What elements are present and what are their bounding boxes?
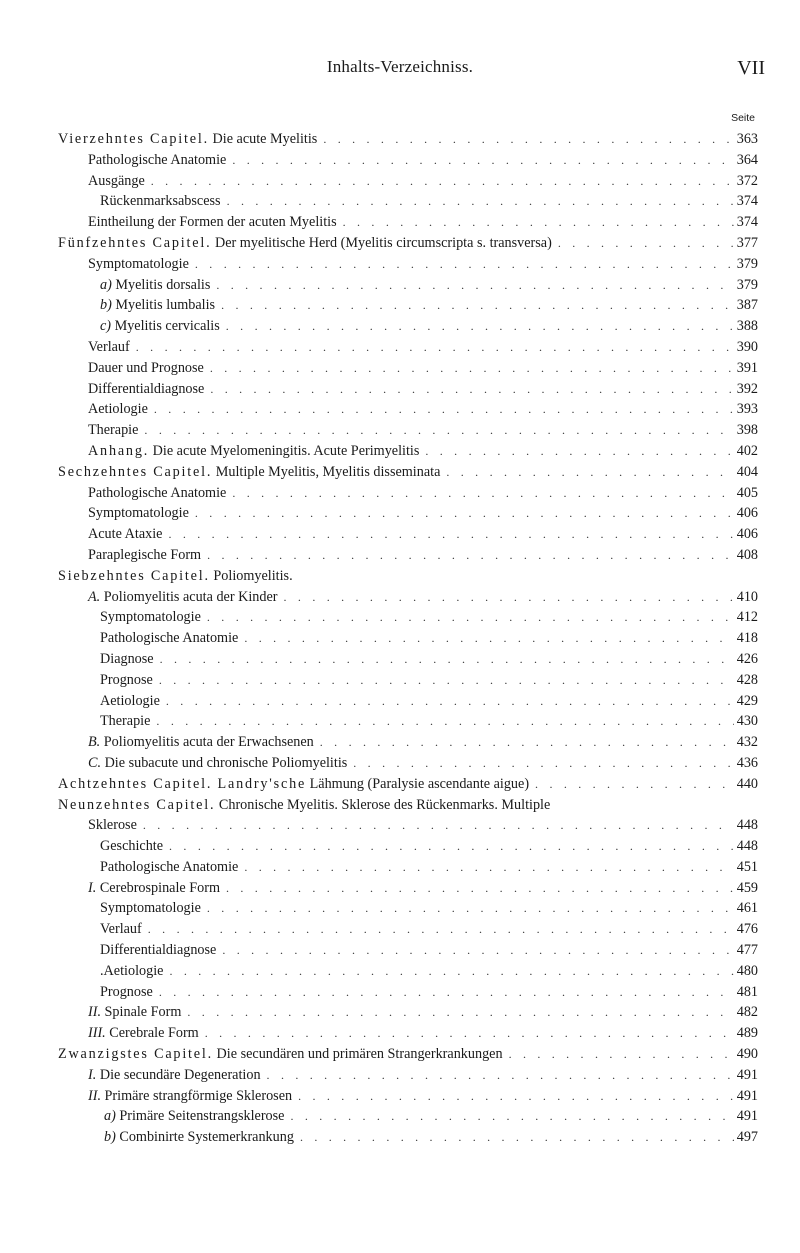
dot-leader xyxy=(314,732,734,753)
toc-entry xyxy=(58,316,758,337)
entry-text: Die secundären und primären Strangerkrankungen xyxy=(216,1046,503,1063)
toc-entry-title xyxy=(88,815,137,836)
entry-page-number: 406 xyxy=(736,505,758,522)
entry-text: Primäre Seitenstrangsklerose xyxy=(119,1108,285,1125)
entry-marker: a) xyxy=(100,276,112,293)
entry-page-number: 489 xyxy=(736,1025,758,1042)
entry-text: Multiple Myelitis, Myelitis disseminata xyxy=(215,463,441,480)
entry-text: Poliomyelitis. xyxy=(213,567,293,584)
dot-leader xyxy=(145,171,734,192)
dot-leader xyxy=(210,275,734,296)
entry-text: Cerebrospinale Form xyxy=(99,879,220,896)
entry-marker: III. xyxy=(88,1025,106,1042)
toc-entry-title xyxy=(100,191,221,212)
entry-page-number: 402 xyxy=(736,442,758,459)
entry-text: Lähmung (Paralysie ascendante aigue) xyxy=(309,775,530,792)
entry-page-number: 429 xyxy=(736,692,758,709)
dot-leader xyxy=(130,337,734,358)
toc-entry-title xyxy=(88,379,204,400)
dot-leader xyxy=(138,420,734,441)
toc-entry-title xyxy=(100,275,210,296)
toc-entry xyxy=(58,358,758,379)
toc-entry xyxy=(58,836,758,857)
entry-text: Differentialdiagnose xyxy=(88,380,205,397)
dot-leader xyxy=(204,379,734,400)
toc-entry xyxy=(58,649,758,670)
toc-entry-title xyxy=(100,628,238,649)
entry-text: Myelitis dorsalis xyxy=(115,276,211,293)
toc-entry-title xyxy=(100,670,153,691)
toc-entry xyxy=(58,628,758,649)
entry-text: Poliomyelitis acuta der Kinder xyxy=(103,588,278,605)
entry-page-number: 410 xyxy=(736,588,758,605)
entry-page-number: 440 xyxy=(736,775,758,792)
toc-entry-title xyxy=(58,566,293,587)
toc-entry-title xyxy=(100,836,163,857)
dot-leader xyxy=(162,524,734,545)
entry-page-number: 459 xyxy=(736,879,758,896)
toc-entry-title xyxy=(100,295,215,316)
dot-leader xyxy=(552,233,734,254)
toc-entry-title xyxy=(58,462,440,483)
entry-page-number: 392 xyxy=(736,380,758,397)
page-number: VII xyxy=(737,57,765,79)
entry-page-number: 476 xyxy=(736,921,758,938)
entry-page-number: 372 xyxy=(736,172,758,189)
toc-entry-title xyxy=(58,233,552,254)
dot-leader xyxy=(201,898,734,919)
toc-entry-title xyxy=(88,753,347,774)
dot-leader xyxy=(189,254,734,275)
toc-entry-title xyxy=(100,857,238,878)
dot-leader xyxy=(337,212,734,233)
toc-entry xyxy=(58,212,758,233)
dot-leader xyxy=(238,628,734,649)
entry-page-number: 387 xyxy=(736,297,758,314)
entry-text: Symptomatologie xyxy=(88,255,189,272)
toc-entry xyxy=(58,233,758,254)
entry-page-number: 481 xyxy=(736,983,758,1000)
toc-entry-title xyxy=(88,503,189,524)
page-title: Inhalts-Verzeichniss. xyxy=(326,57,474,76)
toc-entry-title xyxy=(100,940,216,961)
entry-page-number: 364 xyxy=(736,151,758,168)
toc-entry-title xyxy=(104,1127,294,1148)
entry-text: Symptomatologie xyxy=(100,609,201,626)
entry-page-number: 390 xyxy=(736,338,758,355)
toc-entry xyxy=(58,1065,758,1086)
entry-text: Chronische Myelitis. Sklerose des Rückenmarks. Multiple xyxy=(218,796,551,813)
entry-text: Combinirte Systemerkrankung xyxy=(119,1129,294,1146)
entry-text: Primäre strangförmige Sklerosen xyxy=(104,1087,293,1104)
toc-entry-title xyxy=(88,483,226,504)
entry-page-number: 480 xyxy=(736,962,758,979)
entry-text: Geschichte xyxy=(100,838,164,855)
toc-entry xyxy=(58,441,758,462)
entry-marker: I. xyxy=(88,1066,97,1083)
toc-entry xyxy=(58,732,758,753)
entry-text: Symptomatologie xyxy=(100,900,201,917)
toc-entry xyxy=(58,982,758,1003)
entry-text: Die acute Myelitis xyxy=(212,131,318,147)
toc-entry-title xyxy=(88,1023,199,1044)
dot-leader xyxy=(153,982,734,1003)
entry-page-number: 398 xyxy=(736,422,758,439)
entry-page-number: 379 xyxy=(736,276,758,293)
entry-page-number: 363 xyxy=(736,131,758,147)
entry-page-number: 461 xyxy=(736,900,758,917)
entry-page-number: 491 xyxy=(736,1087,758,1104)
dot-leader xyxy=(181,1002,734,1023)
toc-entry xyxy=(58,1002,758,1023)
toc-entry xyxy=(58,711,758,732)
entry-text: Sklerose xyxy=(88,817,137,834)
dot-leader xyxy=(226,483,734,504)
toc-entry-title xyxy=(100,919,142,940)
chapter-heading: Zwanzigstes Capitel. xyxy=(58,1046,213,1063)
toc-entry xyxy=(58,254,758,275)
toc-entry-title xyxy=(100,961,163,982)
toc-entry xyxy=(58,379,758,400)
toc-entry-title xyxy=(88,150,226,171)
entry-text: Pathologische Anatomie xyxy=(88,484,227,501)
toc-entry-title xyxy=(58,795,550,816)
dot-leader xyxy=(278,587,734,608)
toc-entry-title xyxy=(58,1044,503,1065)
dot-leader xyxy=(201,607,734,628)
toc-entry-title xyxy=(100,711,150,732)
dot-leader xyxy=(503,1044,734,1065)
entry-page-number: 391 xyxy=(736,359,758,376)
dot-leader xyxy=(154,649,734,670)
toc-entry-title xyxy=(88,441,419,462)
dot-leader xyxy=(163,836,734,857)
entry-text: Verlauf xyxy=(100,921,142,938)
toc-entry-title xyxy=(88,212,337,233)
dot-leader xyxy=(216,940,734,961)
entry-marker: b) xyxy=(104,1129,116,1146)
chapter-heading: Achtzehntes Capitel. Landry'sche xyxy=(58,775,307,792)
entry-text: Therapie xyxy=(100,713,151,730)
toc-entry xyxy=(58,753,758,774)
entry-text: Aetiologie xyxy=(88,401,148,418)
chapter-heading: Neunzehntes Capitel. xyxy=(58,796,216,813)
entry-page-number: 374 xyxy=(736,214,758,231)
toc-entry-title xyxy=(100,607,201,628)
entry-page-number: 448 xyxy=(736,817,758,834)
dot-leader xyxy=(226,150,734,171)
entry-page-number: 405 xyxy=(736,484,758,501)
entry-text: Eintheilung der Formen der acuten Myelitis xyxy=(88,214,337,231)
dot-leader xyxy=(220,878,734,899)
toc-entry-title xyxy=(100,982,153,1003)
toc-entry-title xyxy=(100,691,160,712)
dot-leader xyxy=(294,1127,734,1148)
toc-entry xyxy=(58,857,758,878)
entry-page-number: 426 xyxy=(736,650,758,667)
toc-entry-title xyxy=(58,129,317,150)
entry-text: Verlauf xyxy=(88,338,130,355)
toc-entry xyxy=(58,691,758,712)
toc-entry xyxy=(58,1086,758,1107)
entry-marker: II. xyxy=(88,1004,101,1021)
entry-text: Rückenmarksabscess xyxy=(100,193,221,210)
toc-entry-title xyxy=(88,420,138,441)
entry-marker: II. xyxy=(88,1087,101,1104)
toc-entry-title xyxy=(88,1065,261,1086)
entry-page-number: 374 xyxy=(736,193,758,210)
dot-leader xyxy=(261,1065,734,1086)
toc-entry xyxy=(58,462,758,483)
entry-text: Die secundäre Degeneration xyxy=(99,1066,261,1083)
entry-page-number: 428 xyxy=(736,671,758,688)
toc-entry xyxy=(58,815,758,836)
toc-entry-title xyxy=(88,1002,181,1023)
entry-text: Pathologische Anatomie xyxy=(88,151,227,168)
entry-page-number: 451 xyxy=(736,858,758,875)
entry-text: Dauer und Prognose xyxy=(88,359,204,376)
toc-entry xyxy=(58,587,758,608)
toc-entry xyxy=(58,399,758,420)
toc-entry xyxy=(58,503,758,524)
toc-entry-title xyxy=(100,316,220,337)
toc-entry xyxy=(58,878,758,899)
toc-entry xyxy=(58,774,758,795)
dot-leader xyxy=(204,358,734,379)
entry-text: Prognose xyxy=(100,671,153,688)
entry-text: Die acute Myelomeningitis. Acute Perimyelitis xyxy=(152,442,420,459)
toc-entry-title xyxy=(88,399,148,420)
toc-entry-title xyxy=(58,774,529,795)
entry-page-number: 388 xyxy=(736,318,758,335)
dot-leader xyxy=(220,316,734,337)
chapter-heading: Fünfzehntes Capitel. xyxy=(58,234,212,251)
chapter-heading: Vierzehntes Capitel. xyxy=(58,131,209,147)
entry-marker: B. xyxy=(88,734,101,751)
dot-leader xyxy=(419,441,734,462)
toc-entry xyxy=(58,150,758,171)
toc-entry xyxy=(58,919,758,940)
entry-text: Acute Ataxie xyxy=(88,526,163,543)
dot-leader xyxy=(440,462,734,483)
entry-text: Myelitis lumbalis xyxy=(115,297,216,314)
toc-entry-title xyxy=(100,649,154,670)
entry-text: .Aetiologie xyxy=(100,962,164,979)
entry-marker: I. xyxy=(88,879,97,896)
dot-leader xyxy=(150,711,734,732)
entry-page-number: 482 xyxy=(736,1004,758,1021)
dot-leader xyxy=(221,191,734,212)
entry-text: Ausgänge xyxy=(88,172,145,189)
chapter-heading: Siebzehntes Capitel. xyxy=(58,567,210,584)
entry-marker: A. xyxy=(88,588,101,605)
dot-leader xyxy=(160,691,734,712)
entry-page-number: 490 xyxy=(736,1046,758,1063)
entry-text: Die subacute und chronische Poliomyelitis xyxy=(104,754,348,771)
toc-entry-title xyxy=(88,171,145,192)
entry-text: Cerebrale Form xyxy=(109,1025,199,1042)
entry-text: Symptomatologie xyxy=(88,505,189,522)
entry-text: Pathologische Anatomie xyxy=(100,630,239,647)
dot-leader xyxy=(148,399,734,420)
chapter-heading: Anhang. xyxy=(88,442,150,459)
toc-entry xyxy=(58,1023,758,1044)
toc-entry xyxy=(58,898,758,919)
toc-entry xyxy=(58,1106,758,1127)
toc-entry-title xyxy=(88,254,189,275)
dot-leader xyxy=(347,753,734,774)
entry-page-number: 393 xyxy=(736,401,758,418)
toc-entry-title xyxy=(100,898,201,919)
toc-entry xyxy=(58,670,758,691)
entry-marker: a) xyxy=(104,1108,116,1125)
entry-text: Pathologische Anatomie xyxy=(100,858,239,875)
toc-entry xyxy=(58,607,758,628)
page-column-label: Seite xyxy=(731,112,755,124)
toc-entry xyxy=(58,795,758,816)
entry-marker: C. xyxy=(88,754,102,771)
toc-entry xyxy=(58,295,758,316)
entry-page-number: 430 xyxy=(736,713,758,730)
toc-entry-title xyxy=(88,358,204,379)
toc-entry xyxy=(58,191,758,212)
running-head xyxy=(0,57,800,83)
toc-entry xyxy=(58,171,758,192)
entry-text: Therapie xyxy=(88,422,139,439)
chapter-heading: Sechzehntes Capitel. xyxy=(58,463,213,480)
toc-entry-title xyxy=(88,524,162,545)
dot-leader xyxy=(153,670,734,691)
toc-entry xyxy=(58,420,758,441)
entry-text: Aetiologie xyxy=(100,692,160,709)
entry-page-number: 491 xyxy=(736,1066,758,1083)
entry-text: Paraplegische Form xyxy=(88,546,202,563)
toc-entry-title xyxy=(88,587,278,608)
entry-page-number: 379 xyxy=(736,255,758,272)
dot-leader xyxy=(199,1023,734,1044)
entry-page-number: 418 xyxy=(736,630,758,647)
toc-entry xyxy=(58,1044,758,1065)
entry-page-number: 412 xyxy=(736,609,758,626)
toc-entry-title xyxy=(88,545,201,566)
entry-page-number: 432 xyxy=(736,734,758,751)
entry-page-number: 436 xyxy=(736,754,758,771)
toc-entry-title xyxy=(88,1086,292,1107)
entry-page-number: 477 xyxy=(736,942,758,959)
table-of-contents xyxy=(58,129,758,1148)
toc-entry xyxy=(58,483,758,504)
dot-leader xyxy=(189,503,734,524)
toc-entry xyxy=(58,566,758,587)
toc-entry xyxy=(58,337,758,358)
toc-entry-title xyxy=(88,337,130,358)
dot-leader xyxy=(292,1086,734,1107)
toc-entry xyxy=(58,545,758,566)
entry-page-number: 448 xyxy=(736,838,758,855)
toc-entry-title xyxy=(88,732,314,753)
dot-leader xyxy=(142,919,734,940)
dot-leader xyxy=(137,815,734,836)
toc-entry-title xyxy=(104,1106,284,1127)
entry-marker: c) xyxy=(100,318,112,335)
toc-entry xyxy=(58,1127,758,1148)
entry-text: Diagnose xyxy=(100,650,154,667)
dot-leader xyxy=(317,129,734,150)
entry-page-number: 408 xyxy=(736,546,758,563)
entry-page-number: 491 xyxy=(736,1108,758,1125)
toc-entry xyxy=(58,275,758,296)
entry-page-number: 377 xyxy=(736,234,758,251)
entry-text: Der myelitische Herd (Myelitis circumscripta s. transversa) xyxy=(214,234,552,251)
dot-leader xyxy=(529,774,734,795)
entry-text: Poliomyelitis acuta der Erwachsenen xyxy=(103,734,314,751)
toc-entry xyxy=(58,524,758,545)
toc-entry-title xyxy=(88,878,220,899)
entry-marker: b) xyxy=(100,297,112,314)
dot-leader xyxy=(284,1106,734,1127)
entry-text: Spinale Form xyxy=(104,1004,182,1021)
entry-page-number: 497 xyxy=(736,1129,758,1146)
dot-leader xyxy=(201,545,734,566)
toc-entry xyxy=(58,940,758,961)
entry-page-number: 404 xyxy=(736,463,758,480)
dot-leader xyxy=(238,857,734,878)
toc-entry xyxy=(58,129,758,150)
entry-text: Prognose xyxy=(100,983,153,1000)
entry-page-number: 406 xyxy=(736,526,758,543)
entry-text: Differentialdiagnose xyxy=(100,942,217,959)
dot-leader xyxy=(215,295,734,316)
toc-entry xyxy=(58,961,758,982)
entry-text: Myelitis cervicalis xyxy=(114,318,220,335)
dot-leader xyxy=(163,961,734,982)
